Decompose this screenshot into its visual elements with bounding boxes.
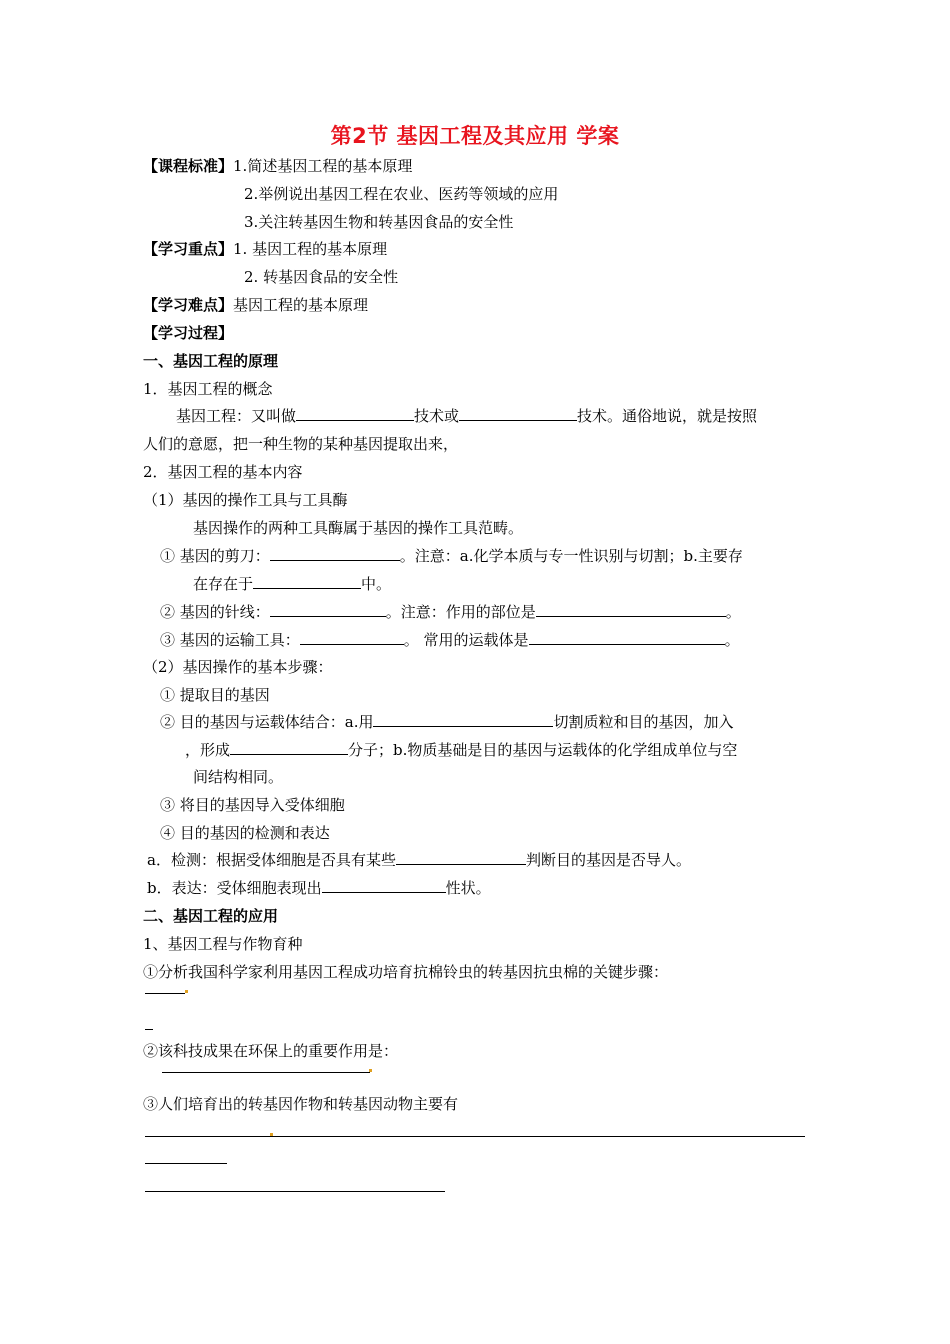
scissors-text-c: 在存在于	[193, 575, 254, 593]
content-heading: 2．基因工程的基本内容	[143, 463, 303, 481]
standards-item-2: 2.举例说出基因工程在农业、医药等领域的应用	[244, 185, 559, 203]
scissors-text-d: 中。	[361, 575, 392, 593]
scissors-line-1	[160, 545, 743, 567]
standards-line-1	[143, 155, 412, 177]
step2-text-d: 分子；b.物质基础是目的基因与运载体的化学组成单位与空	[348, 741, 738, 759]
difficulty-line	[143, 294, 368, 316]
carrier-common-blank[interactable]	[529, 629, 725, 645]
difficulty-text: 基因工程的基本原理	[233, 296, 369, 314]
scissors-text-b: 。注意：a.化学本质与专一性识别与切割；b.主要存	[399, 547, 743, 565]
answer-line-2[interactable]	[145, 1029, 153, 1030]
key-points-line-1	[143, 238, 387, 260]
concept-line-1	[176, 405, 757, 427]
difficulty-label: 【学习难点】	[143, 296, 234, 314]
carrier-blank[interactable]	[300, 629, 404, 645]
needle-site-blank[interactable]	[536, 601, 726, 617]
page-title: 第2节 基因工程及其应用 学案	[330, 124, 620, 148]
steps-heading: （2）基因操作的基本步骤：	[143, 658, 333, 676]
needle-blank[interactable]	[270, 601, 386, 617]
process-label: 【学习过程】	[143, 324, 234, 342]
needle-text-c: 。	[725, 603, 741, 621]
step2-text-c: ，形成	[185, 741, 231, 759]
key-point-1: 1. 基因工程的基本原理	[233, 240, 388, 258]
step2-enzyme-blank[interactable]	[373, 711, 553, 727]
carrier-line	[160, 629, 740, 651]
step-2-line-3: 间结构相同。	[193, 768, 284, 786]
step-2-line-1	[160, 711, 734, 733]
detect-text-b: 判断目的基因是否导人。	[525, 851, 691, 869]
answer-line-6[interactable]	[145, 1191, 445, 1192]
scissors-line-2	[193, 573, 391, 595]
standards-label: 【课程标准】	[143, 157, 234, 175]
concept-text-c: 技术。通俗地说，就是按照	[577, 407, 758, 425]
mark-dot	[270, 1133, 273, 1136]
step2-text-a: ② 目的基因与运载体结合：a.用	[160, 713, 374, 731]
step-1: ① 提取目的基因	[160, 686, 270, 704]
question-1: ①分析我国科学家利用基因工程成功培育抗棉铃虫的转基因抗虫棉的关键步骤：	[143, 963, 669, 981]
carrier-text-b: 。 常用的运载体是	[403, 631, 529, 649]
concept-text-b: 技术或	[414, 407, 460, 425]
carrier-text-a: ③ 基因的运输工具：	[160, 631, 300, 649]
section2-sub1: 1、基因工程与作物育种	[143, 935, 303, 953]
detect-text-a: a．检测：根据受体细胞是否具有某些	[147, 851, 396, 869]
detect-blank[interactable]	[396, 849, 526, 865]
answer-line-5[interactable]	[145, 1163, 227, 1164]
express-blank[interactable]	[322, 877, 446, 893]
scissors-blank[interactable]	[270, 545, 400, 561]
mark-dot	[369, 1069, 372, 1072]
key-point-2: 2. 转基因食品的安全性	[244, 268, 399, 286]
needle-text-a: ② 基因的针线：	[160, 603, 270, 621]
section2-heading: 二、基因工程的应用	[143, 907, 279, 925]
answer-line-4[interactable]	[145, 1136, 805, 1137]
concept-line-2: 人们的意愿，把一种生物的某种基因提取出来，	[143, 435, 459, 453]
question-2: ②该科技成果在环保上的重要作用是：	[143, 1042, 399, 1060]
needle-text-b: 。注意：作用的部位是	[385, 603, 536, 621]
tools-intro: 基因操作的两种工具酶属于基因的操作工具范畴。	[193, 519, 524, 537]
scissors-location-blank[interactable]	[253, 573, 361, 589]
concept-blank-2[interactable]	[459, 405, 577, 421]
key-points-label: 【学习重点】	[143, 240, 234, 258]
express-text-b: 性状。	[445, 879, 491, 897]
question-3: ③人们培育出的转基因作物和转基因动物主要有	[143, 1095, 459, 1113]
section1-heading: 一、基因工程的原理	[143, 352, 279, 370]
step-4: ④ 目的基因的检测和表达	[160, 824, 330, 842]
step-3: ③ 将目的基因导入受体细胞	[160, 796, 345, 814]
answer-line-3[interactable]	[162, 1072, 370, 1073]
tools-heading: （1）基因的操作工具与工具酶	[143, 491, 348, 509]
standards-item-3: 3.关注转基因生物和转基因食品的安全性	[244, 213, 514, 231]
carrier-text-c: 。	[724, 631, 740, 649]
answer-line-1[interactable]	[145, 993, 185, 994]
mark-dot	[185, 990, 188, 993]
express-text-a: b．表达：受体细胞表现出	[147, 879, 322, 897]
concept-blank-1[interactable]	[296, 405, 414, 421]
step2-text-b: 切割质粒和目的基因，加入	[553, 713, 734, 731]
express-line	[147, 877, 491, 899]
detect-line	[147, 849, 691, 871]
scissors-text-a: ① 基因的剪刀：	[160, 547, 270, 565]
concept-text-a: 基因工程：又叫做	[176, 407, 297, 425]
standards-item-1: 1.简述基因工程的基本原理	[233, 157, 413, 175]
needle-line	[160, 601, 741, 623]
concept-heading: 1．基因工程的概念	[143, 380, 273, 398]
step2-molecule-blank[interactable]	[230, 739, 348, 755]
step-2-line-2	[185, 739, 737, 761]
